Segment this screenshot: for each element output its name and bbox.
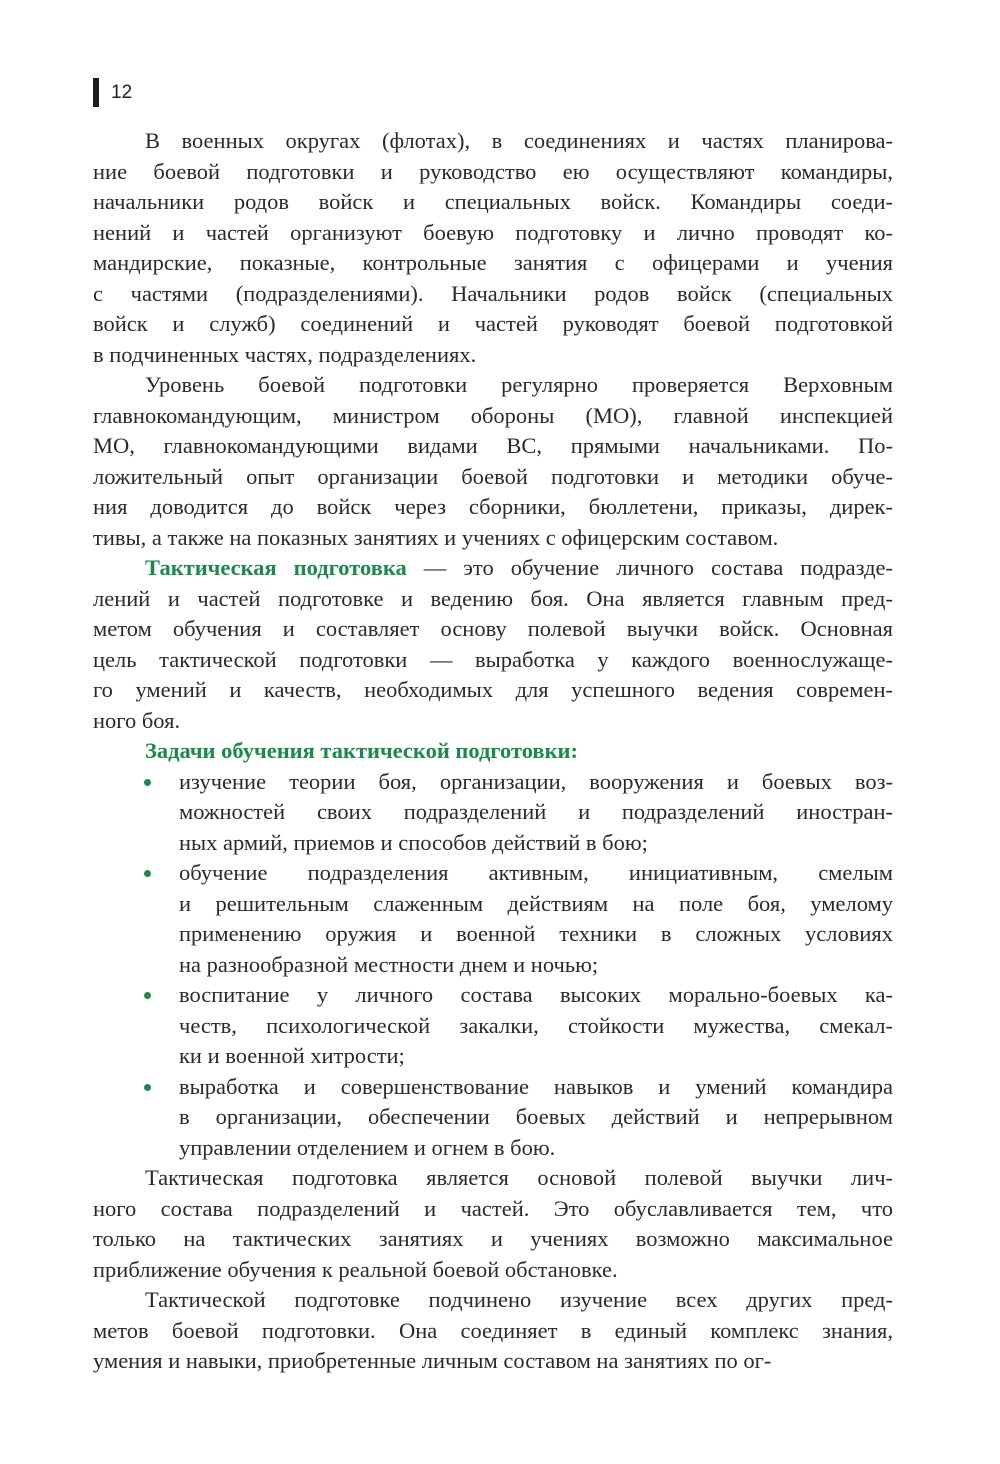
paragraph-1-line: войск и служб) соединений и частей руководят боевой подготовкой <box>93 311 893 336</box>
term-definition: — это обучение личного состава подразде- <box>406 555 893 580</box>
paragraph-4-line: только на тактических занятиях и учениях возможно максимальное <box>93 1226 893 1251</box>
paragraph-3-line: лений и частей подготовке и ведению боя. Она является главным пред- <box>93 585 893 611</box>
task-list-item-line: можностей своих подразделений и подразделений иностран- <box>179 799 893 824</box>
paragraph-3-line <box>93 553 893 584</box>
paragraph-2-line: МО, главнокомандующими видами ВС, прямыми начальниками. По- <box>93 433 893 458</box>
bullet-icon <box>144 992 151 999</box>
paragraph-1-line: ние боевой подготовки и руководство ею осуществляют командиры, <box>93 158 893 184</box>
tasks-heading: Задачи обучения тактической подготовки: <box>145 738 579 763</box>
paragraph-3-line: цель тактической подготовки — выработка у каждого военнослужаще- <box>93 646 893 672</box>
task-text: воспитание у личного состава высоких морально-боевых ка- <box>179 982 893 1007</box>
paragraph-1-line: В военных округах (флотах), в соединениях и частях планирова- <box>145 128 893 153</box>
paragraph-1-line: начальники родов войск и специальных войск. Командиры соеди- <box>93 189 893 214</box>
page-number: 12 <box>111 81 133 103</box>
paragraph-4-line: ного состава подразделений и частей. Это обуславливается тем, что <box>93 1195 893 1221</box>
paragraph-1-line: нений и частей организуют боевую подготовку и лично проводят ко- <box>93 219 893 245</box>
task-list-item-line: ки и военной хитрости; <box>179 1043 405 1068</box>
body-text <box>93 126 893 1377</box>
paragraph-1-line: с частями (подразделениями). Начальники родов войск (специальных <box>93 280 893 306</box>
task-list-item-line <box>93 1072 893 1103</box>
paragraph-5-line: умения и навыки, приобретенные личным составом на занятиях по ог- <box>93 1348 772 1373</box>
paragraph-3-line: метом обучения и составляет основу полевой выучки войск. Основная <box>93 616 893 641</box>
task-list-item-line <box>93 767 893 798</box>
task-list-item-line: применению оружия и военной техники в сложных условиях <box>179 921 893 946</box>
task-list-item-line: на разнообразной местности днем и ночью; <box>179 951 599 977</box>
page-number-bar <box>93 78 99 107</box>
task-list-item-line: честв, психологической закалки, стойкости мужества, смекал- <box>179 1012 893 1038</box>
paragraph-5-line: метов боевой подготовки. Она соединяет в единый комплекс знания, <box>93 1317 893 1343</box>
task-list-item-line: управлении отделением и огнем в бою. <box>179 1134 556 1160</box>
page-number-header <box>93 78 132 107</box>
task-list-item-line: в организации, обеспечении боевых действий и непрерывном <box>179 1104 893 1129</box>
paragraph-3-line: ного боя. <box>93 707 181 733</box>
paragraph-2-line: тивы, а также на показных занятиях и учениях с офицерским составом. <box>93 524 779 550</box>
task-list-item-line: и решительным слаженным действиям на поле боя, умелому <box>179 890 893 916</box>
task-list-item-line <box>93 980 893 1011</box>
paragraph-2-line: ния доводится до войск через сборники, бюллетени, приказы, дирек- <box>93 494 893 519</box>
paragraph-3-line: го умений и качеств, необходимых для успешного ведения современ- <box>93 677 893 702</box>
paragraph-2-line: главнокомандующим, министром обороны (МО), главной инспекцией <box>93 402 893 428</box>
task-text: обучение подразделения активным, инициативным, смелым <box>179 860 893 885</box>
task-text: выработка и совершенствование навыков и умений командира <box>179 1073 893 1099</box>
bullet-icon <box>144 870 151 877</box>
task-text: изучение теории боя, организации, вооружения и боевых воз- <box>179 768 893 794</box>
task-list-item-line <box>93 858 893 889</box>
term-highlight: Тактическая подготовка <box>145 555 407 580</box>
paragraph-1-line: в подчиненных частях, подразделениях. <box>93 341 477 367</box>
paragraph-2-line: Уровень боевой подготовки регулярно проверяется Верховным <box>145 372 893 397</box>
bullet-icon <box>144 779 151 786</box>
paragraph-2-line: ложительный опыт организации боевой подготовки и методики обуче- <box>93 463 893 489</box>
task-list-item-line: ных армий, приемов и способов действий в бою; <box>179 829 648 855</box>
paragraph-1-line: мандирские, показные, контрольные занятия с офицерами и учения <box>93 250 893 275</box>
paragraph-4-line: приближение обучения к реальной боевой обстановке. <box>93 1256 618 1282</box>
paragraph-4-line: Тактическая подготовка является основой полевой выучки лич- <box>145 1165 893 1190</box>
paragraph-5-line: Тактической подготовке подчинено изучение всех других пред- <box>145 1287 893 1312</box>
bullet-icon <box>144 1084 151 1091</box>
